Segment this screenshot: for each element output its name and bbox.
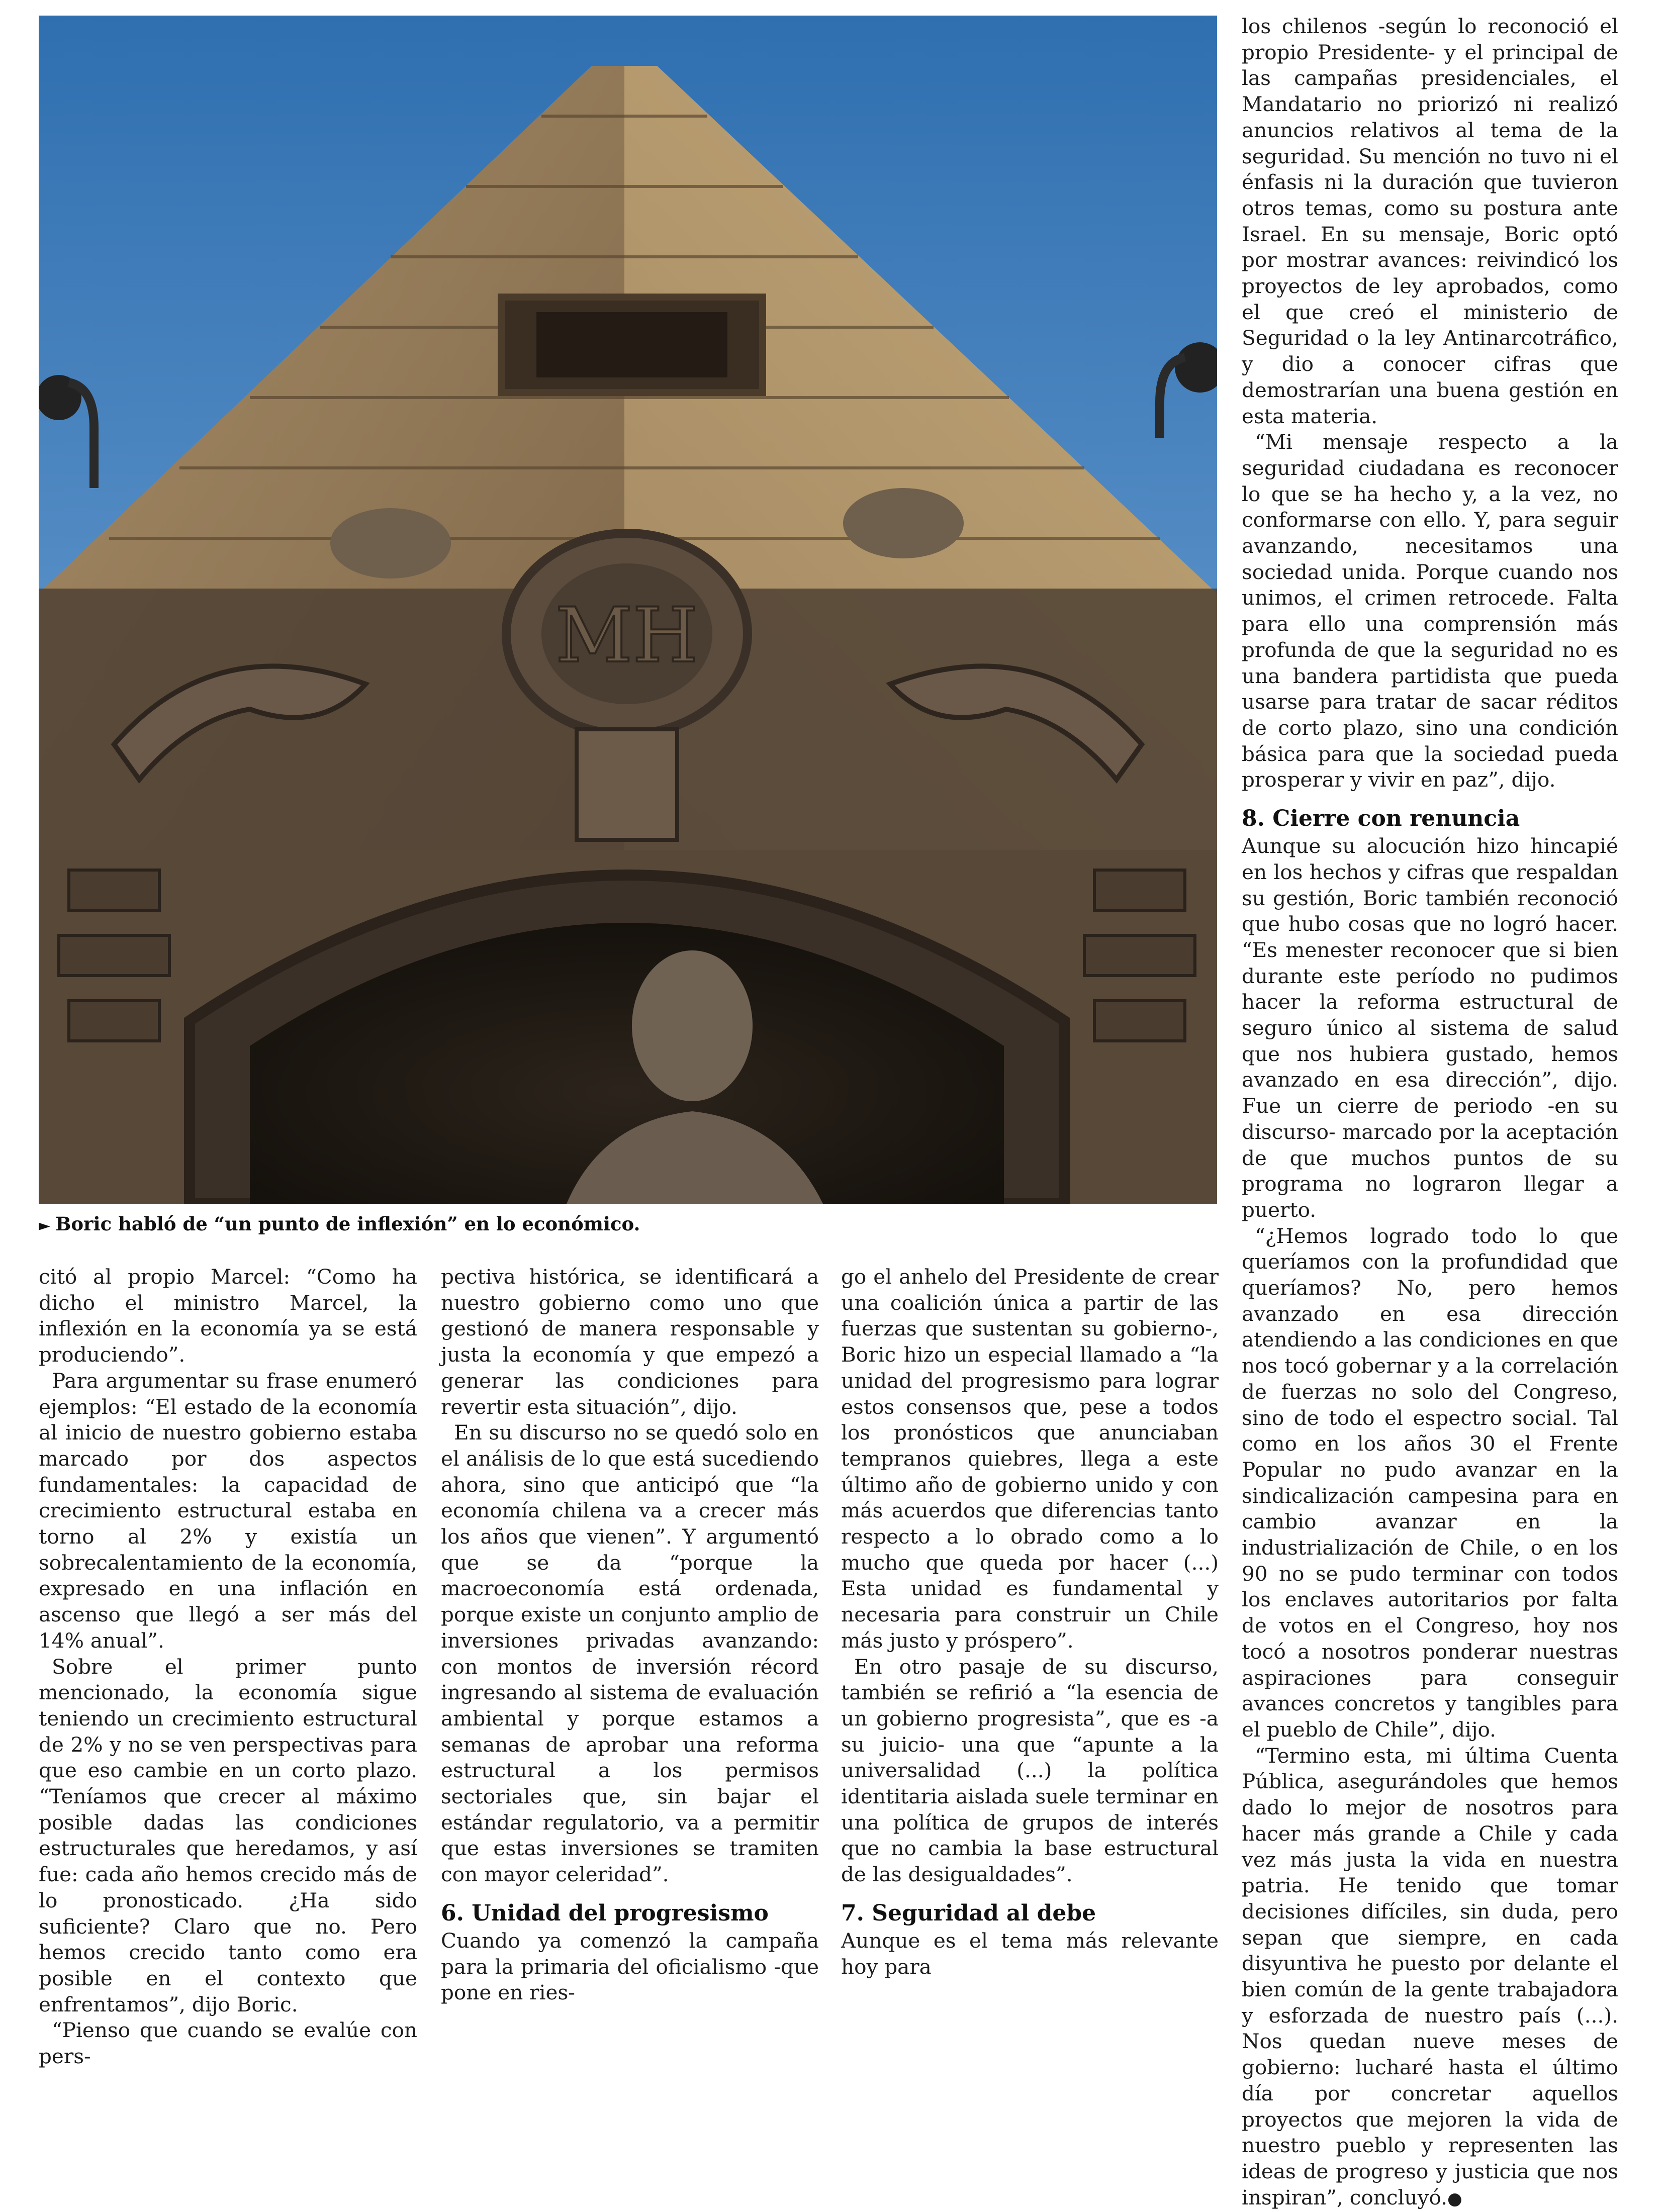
paragraph: los chilenos -según lo reconoció el propio Presidente- y el principal de las campañas presidenciales, el Mandatario no priorizó ni realizó anuncios relativos al tema de la seguridad. Su mención no tuvo ni el énfasis ni la duración que tuvieron otros temas, como su postura ante Israel. En su mensaje, Boric optó por mostrar avances: reivindicó los proyectos de ley aprobados, como el que creó el ministerio de Seguridad o la ley Antinarcotráfico, y dio a conocer cifras que demostrarían una buena gestión en esta materia.	[1242, 14, 1618, 428]
paragraph: Sobre el primer punto mencionado, la economía sigue teniendo un crecimiento estructural de 2% y no se ven perspectivas para que eso cambie en un corto plazo. “Teníamos que crecer al máximo posible dadas las condiciones estructurales que heredamos, y así fue: cada año hemos crecido más de lo pronosticado. ¿Ha sido suficiente? Claro que no. Pero hemos crecido tanto como era posible en el contexto que enfrentamos”, dijo Boric.	[39, 1654, 417, 2016]
paragraph: “Mi mensaje respecto a la seguridad ciudadana es reconocer lo que se ha hecho y, a la vez, no conformarse con ello. Y, para seguir avanzando, necesitamos una sociedad unida. Porque cuando nos unimos, el crimen retrocede. Falta para ello una comprensión más profunda de que la seguridad no es una bandera partidista que pueda usarse para tratar de sacar réditos de corto plazo, sino una condición básica para que la sociedad pueda prosperar y vivir en paz”, dijo.	[1242, 430, 1618, 792]
paragraph: “¿Hemos logrado todo lo que queríamos con la profundidad que queríamos? No, pero hemos avanzado en esa dirección atendiendo a las condiciones en que nos tocó gobernar y a la correlación de fuerzas no solo del Congreso, sino de todo el espectro social. Tal como en los años 30 el Frente Popular no pudo avanzar en la sindicalización campesina para en cambio avanzar en la industrialización de Chile, o en los 90 no se pudo terminar con todos los enclaves autoritarios por falta de votos en el Congreso, hoy nos tocó a nosotros ponderar nuestras aspiraciones para conseguir avances concretos y tangibles para el pueblo de Chile”, dijo.	[1242, 1223, 1618, 1742]
paragraph: Aunque es el tema más relevante hoy para	[841, 1928, 1219, 1979]
paragraph: “Pienso que cuando se evalúe con pers-	[39, 2018, 417, 2069]
paragraph: En otro pasaje de su discurso, también se refirió a “la esencia de un gobierno progresista”, que es -a su juicio- una que “apunte a la universalidad (...) la política identitaria aislada suele terminar en una política de grupos de interés que no cambia la base estructural de las desigualdades”.	[841, 1654, 1219, 1887]
column-3	[841, 1264, 1219, 1980]
paragraph: pectiva histórica, se identificará a nuestro gobierno como uno que gestionó de manera responsable y justa la economía y que empezó a generar las condiciones para revertir esta situación”, dijo.	[441, 1265, 819, 1419]
paragraph-final	[1242, 1743, 1618, 2212]
paragraph: Aunque su alocución hizo hincapié en los hechos y cifras que respaldan su gestión, Boric también reconoció que hubo cosas que no logró hacer. “Es menester reconocer que si bien durante este período no pudimos hacer la reforma estructural de seguro único al sistema de salud que nos hubiera gustado, hemos avanzado en esa dirección”, dijo. Fue un cierre de periodo -en su discurso- marcado por la aceptación de que muchos puntos de su programa no lograron llegar a puerto.	[1242, 834, 1618, 1222]
column-1	[39, 1264, 417, 2070]
paragraph: Cuando ya comenzó la campaña para la primaria del oficialismo -que pone en ries-	[441, 1928, 819, 2005]
paragraph-text: “Termino esta, mi última Cuenta Pública, asegurándoles que hemos dado lo mejor de nosotros para hacer más grande a Chile y cada vez más justa la vida en nuestra patria. He tenido que tomar decisiones difíciles, sin duda, pero sepan que siempre, en cada disyuntiva he puesto por delante el bien común de la gente trabajadora y esforzada de nuestro país (...). Nos quedan nueve meses de gobierno: lucharé hasta el último día por concretar aquellos proyectos que mejoren la vida de nuestro pueblo y representen las ideas de progreso y justicia que nos inspiran”, concluyó.	[1242, 1743, 1618, 2209]
caption-text: Boric habló de “un punto de inflexión” en lo económico.	[55, 1213, 640, 1235]
paragraph: go el anhelo del Presidente de crear una coalición única a partir de las fuerzas que sustentan su gobierno-, Boric hizo un especial llamado a “la unidad del progresismo para lograr estos consensos que, pese a todos los pronósticos que anunciaban tempranos quiebres, llega a este último año de gobierno unido y con más acuerdos que diferencias tanto respecto a lo obrado como a lo mucho que queda por hacer (...) Esta unidad es fundamental y necesaria para construir un Chile más justo y próspero”.	[841, 1265, 1219, 1653]
monogram: MH	[555, 592, 699, 680]
section-heading: 8. Cierre con renuncia	[1242, 806, 1520, 832]
article-photo	[39, 16, 1217, 1204]
photo-caption	[39, 1211, 1217, 1238]
column-4	[1242, 14, 1618, 2212]
end-mark-icon: ●	[1447, 2188, 1462, 2209]
section-heading: 6. Unidad del progresismo	[441, 1900, 769, 1926]
column-2	[441, 1264, 819, 2006]
paragraph: En su discurso no se quedó solo en el análisis de lo que está sucediendo ahora, sino que anticipó que “la economía chilena va a crecer más los años que vienen”. Y argumentó que se da “porque la macroeconomía está ordenada, porque existe un conjunto amplio de inversiones privadas avanzando: con montos de inversión récord ingresando al sistema de evaluación ambiental y porque estamos a semanas de aprobar una reforma estructural a los permisos sectoriales que, sin bajar el estándar regulatorio, va a permitir que estas inversiones se tramiten con mayor celeridad”.	[441, 1420, 819, 1887]
section-heading: 7. Seguridad al debe	[841, 1900, 1096, 1926]
building-tower-facade-image	[39, 16, 1217, 1204]
paragraph: citó al propio Marcel: “Como ha dicho el ministro Marcel, la inflexión en la economía ya se está produciendo”.	[39, 1265, 417, 1367]
caption-arrow-icon: ►	[39, 1217, 51, 1234]
paragraph: Para argumentar su frase enumeró ejemplos: “El estado de la economía al inicio de nuestro gobierno estaba marcado por dos aspectos fundamentales: la capacidad de crecimiento estructural estaba en torno al 2% y existía un sobrecalentamiento de la economía, expresado en una inflación en ascenso que llegó a ser más del 14% anual”.	[39, 1368, 417, 1653]
